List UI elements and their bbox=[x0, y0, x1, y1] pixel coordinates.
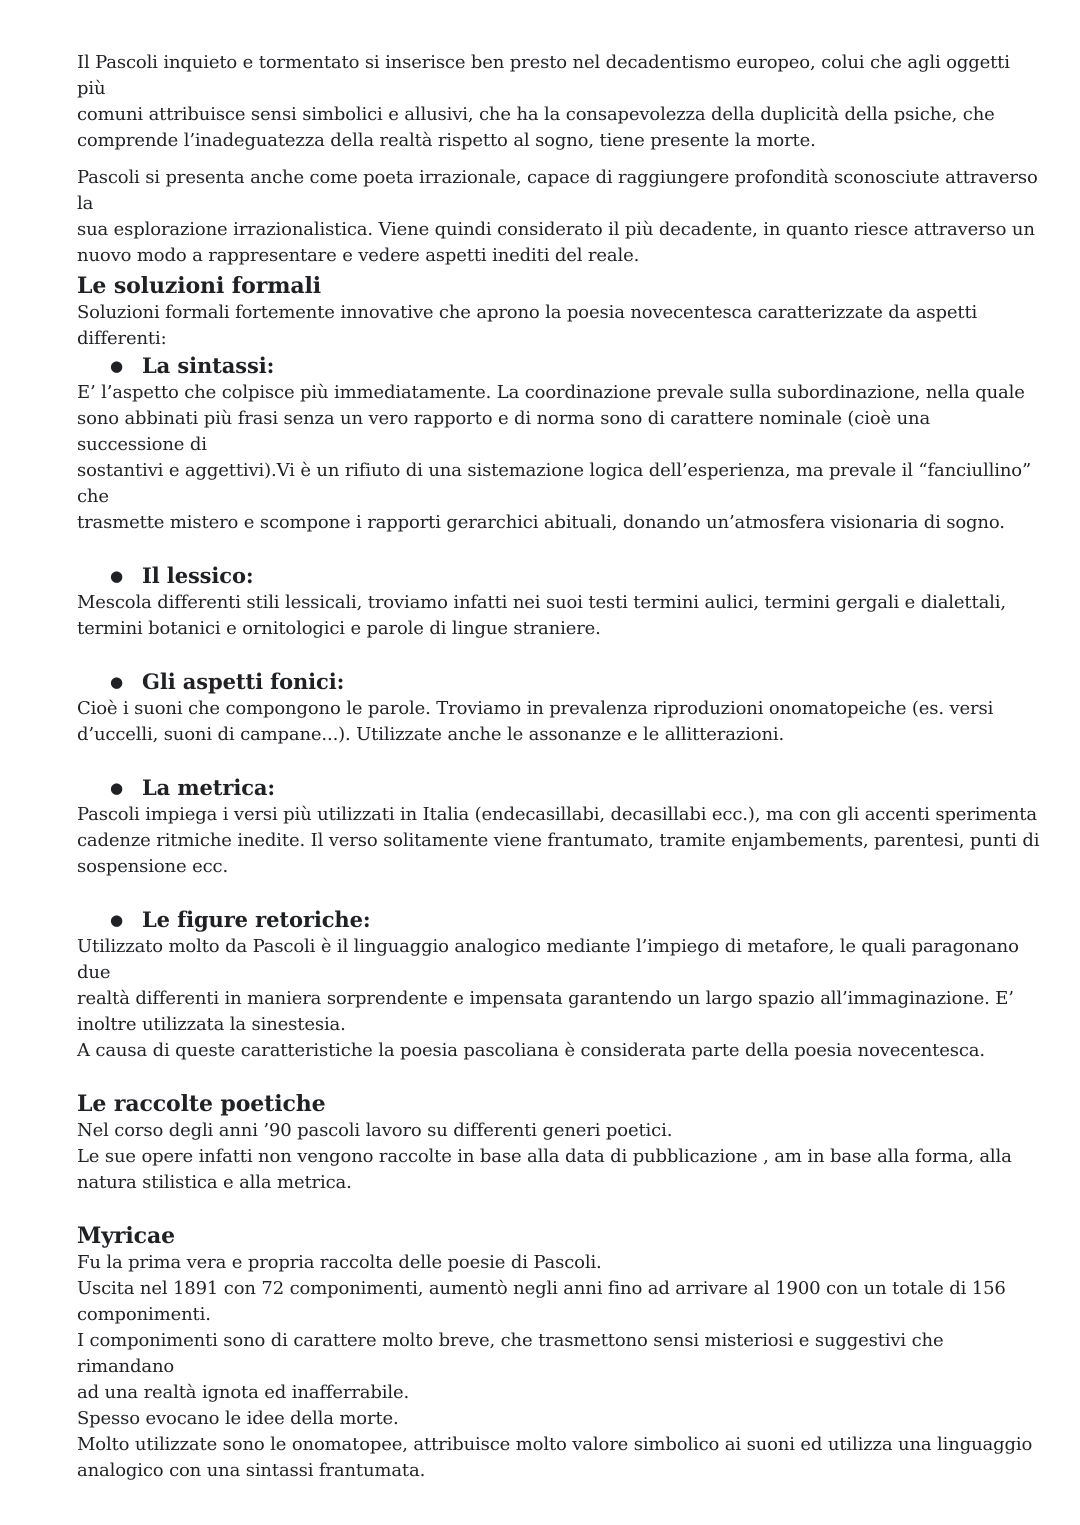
list-item-body: E’ l’aspetto che colpisce più immediatamente. La coordinazione prevale sulla subordinazione, nella quale sono abbinati più frasi senza un vero rapporto e di norma sono di carattere nominale (cioè una successione di sostantivi e aggettivi).Vi è un rifiuto di una sistemazione logica dell’esperienza, ma prevale il “fanciullino” che trasmette mistero e scompone i rapporti gerarchici abituali, donando un’atmosfera visionaria di sogno. bbox=[77, 382, 1031, 533]
document-page bbox=[77, 50, 1042, 1484]
list-item-heading: ● Gli aspetti fonici: bbox=[110, 669, 345, 694]
section-body: Nel corso degli anni ’90 pascoli lavoro su differenti generi poetici. Le sue opere infatti non vengono raccolte in base alla data di pubblicazione , am in base alla forma, alla natura stilistica e alla metrica. bbox=[77, 1120, 1012, 1193]
intro-paragraph: Il Pascoli inquieto e tormentato si inserisce ben presto nel decadentismo europeo, colui che agli oggetti più comuni attribuisce sensi simbolici e allusivi, che ha la consapevolezza della duplicità della psiche, che comprende l’inadeguatezza della realtà rispetto al sogno, tiene presente la morte. bbox=[77, 52, 1010, 151]
section-intro: Soluzioni formali fortemente innovative che aprono la poesia novecentesca caratterizzate da aspetti differenti: bbox=[77, 302, 978, 349]
list-item-body: Cioè i suoni che compongono le parole. Troviamo in prevalenza riproduzioni onomatopeiche (es. versi d’uccelli, suoni di campane...). Utilizzate anche le assonanze e le allitterazioni. bbox=[77, 698, 994, 745]
list-item-heading: ● La metrica: bbox=[110, 775, 276, 800]
list-item-body: Pascoli impiega i versi più utilizzati in Italia (endecasillabi, decasillabi ecc.), ma con gli accenti sperimenta cadenze ritmiche inedite. Il verso solitamente viene frantumato, tramite enjambements, parentesi, punti di sospensione ecc. bbox=[77, 804, 1040, 877]
bullet-icon: ● bbox=[110, 357, 123, 375]
section-body: Fu la prima vera e propria raccolta delle poesie di Pascoli. Uscita nel 1891 con 72 componimenti, aumentò negli anni fino ad arrivare al 1900 con un totale di 156 componimenti. I componimenti sono di carattere molto breve, che trasmettono sensi misteriosi e suggestivi che rimandano ad una realtà ignota ed inafferrabile. Spesso evocano le idee della morte. Molto utilizzate sono le onomatopee, attribuisce molto valore simbolico ai suoni ed utilizza una linguaggio analogico con una sintassi frantumata. bbox=[77, 1252, 1033, 1481]
section-heading: Le soluzioni formali bbox=[77, 273, 322, 299]
list-item-heading: ● Le figure retoriche: bbox=[110, 907, 371, 932]
list-item-body: Utilizzato molto da Pascoli è il linguaggio analogico mediante l’impiego di metafore, le quali paragonano due realtà differenti in maniera sorprendente e impensata garantendo un largo spazio all’immaginazione. E’ inoltre utilizzata la sinestesia. A causa di queste caratteristiche la poesia pascoliana è considerata parte della poesia novecentesca. bbox=[77, 936, 1019, 1061]
list-item-heading: ● Il lessico: bbox=[110, 563, 254, 588]
section-heading: Le raccolte poetiche bbox=[77, 1091, 326, 1117]
bullet-icon: ● bbox=[110, 567, 123, 585]
bullet-icon: ● bbox=[110, 673, 123, 691]
list-item-heading: ● La sintassi: bbox=[110, 353, 275, 378]
list-item-body: Mescola differenti stili lessicali, troviamo infatti nei suoi testi termini aulici, termini gergali e dialettali, termini botanici e ornitologici e parole di lingue straniere. bbox=[77, 592, 1006, 639]
intro-paragraph: Pascoli si presenta anche come poeta irrazionale, capace di raggiungere profondità sconosciute attraverso la sua esplorazione irrazionalistica. Viene quindi considerato il più decadente, in quanto riesce attraverso un nuovo modo a rappresentare e vedere aspetti inediti del reale. bbox=[77, 167, 1038, 266]
section-heading: Myricae bbox=[77, 1223, 176, 1249]
bullet-icon: ● bbox=[110, 911, 123, 929]
bullet-icon: ● bbox=[110, 779, 123, 797]
